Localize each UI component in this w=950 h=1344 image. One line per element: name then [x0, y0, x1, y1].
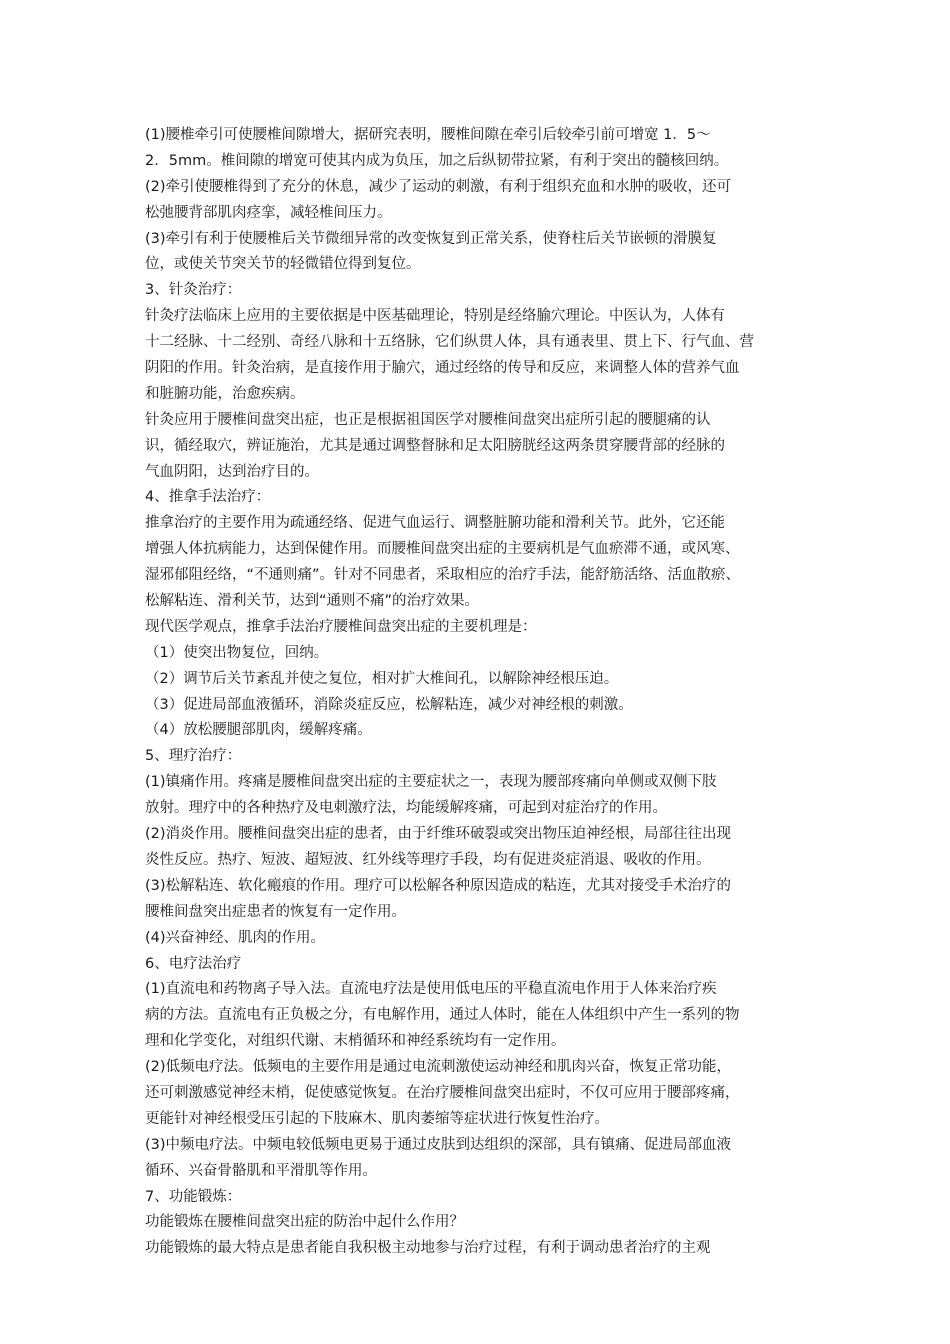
text-line: 针灸疗法临床上应用的主要依据是中医基础理论，特别是经络腧穴理论。中医认为，人体有	[145, 308, 725, 325]
text-line: 3、针灸治疗：	[145, 282, 242, 299]
text-line: 腰椎间盘突出症患者的恢复有一定作用。	[145, 903, 406, 920]
text-line: 5、理疗治疗：	[145, 748, 242, 765]
text-line: 病的方法。直流电有正负极之分，有电解作用，通过人体时，能在人体组织中产生一系列的物	[145, 1007, 740, 1024]
text-line: 识，循经取穴，辨证施治，尤其是通过调整督脉和足太阳膀胱经这两条贯穿腰背部的经脉的	[145, 437, 725, 454]
text-line: （1）使突出物复位，回纳。	[145, 644, 329, 661]
text-line: (1)直流电和药物离子导入法。直流电疗法是使用低电压的平稳直流电作用于人体来治疗疾	[145, 981, 717, 998]
document-body	[145, 123, 809, 1262]
text-line: (2)消炎作用。腰椎间盘突出症的患者，由于纤维环破裂或突出物压迫神经根，局部往往出现	[145, 826, 732, 843]
text-line: 气血阴阳，达到治疗目的。	[145, 463, 319, 480]
text-line: 推拿治疗的主要作用为疏通经络、促进气血运行、调整脏腑功能和滑利关节。此外，它还能	[145, 515, 725, 532]
text-line: (3)中频电疗法。中频电较低频电更易于通过皮肤到达组织的深部，具有镇痛、促进局部血液	[145, 1136, 732, 1153]
text-line: 功能锻炼的最大特点是患者能自我积极主动地参与治疗过程，有利于调动患者治疗的主观	[145, 1240, 711, 1257]
text-line: （2）调节后关节紊乱并使之复位，相对扩大椎间孔，以解除神经根压迫。	[145, 670, 619, 687]
text-line: 2．5mm。椎间隙的增宽可使其内成为负压，加之后纵韧带拉紧，有利于突出的髓核回纳。	[145, 152, 729, 169]
text-line: (4)兴奋神经、肌肉的作用。	[145, 929, 326, 946]
text-line: 松弛腰背部肌肉痉挛，减轻椎间压力。	[145, 204, 392, 221]
text-line: 循环、兴奋骨骼肌和平滑肌等作用。	[145, 1162, 377, 1179]
text-line: 理和化学变化，对组织代谢、末梢循环和神经系统均有一定作用。	[145, 1033, 566, 1050]
text-line: (3)牵引有利于使腰椎后关节微细异常的改变恢复到正常关系，使脊柱后关节嵌顿的滑膜复	[145, 230, 717, 247]
text-line: 功能锻炼在腰椎间盘突出症的防治中起什么作用？	[145, 1214, 464, 1231]
text-line: 阴阳的作用。针灸治病，是直接作用于腧穴，通过经络的传导和反应，来调整人体的营养气血	[145, 360, 740, 377]
text-line: 松解粘连、滑利关节，达到“通则不痛”的治疗效果。	[145, 593, 480, 610]
text-line: 增强人体抗病能力，达到保健作用。而腰椎间盘突出症的主要病机是气血瘀滞不通，或风寒、	[145, 541, 740, 558]
text-line: （4）放松腰腿部肌肉，缓解疼痛。	[145, 722, 372, 739]
text-line: (2)低频电疗法。低频电的主要作用是通过电流刺激使运动神经和肌肉兴奋，恢复正常功能，	[145, 1059, 732, 1076]
text-line: 更能针对神经根受压引起的下肢麻木、肌肉萎缩等症状进行恢复性治疗。	[145, 1110, 609, 1127]
text-line: （3）促进局部血液循环，消除炎症反应，松解粘连，减少对神经根的刺激。	[145, 696, 633, 713]
text-line: 十二经脉、十二经别、奇经八脉和十五络脉，它们纵贯人体，具有通表里、贯上下、行气血、营	[145, 334, 754, 351]
text-line: 湿邪郁阻经络，“不通则痛”。针对不同患者，采取相应的治疗手法，能舒筋活络、活血散瘀、	[145, 567, 741, 584]
text-line: 7、功能锻炼：	[145, 1188, 242, 1205]
text-line: (3)松解粘连、软化瘢痕的作用。理疗可以松解各种原因造成的粘连，尤其对接受手术治疗的	[145, 877, 732, 894]
text-line: 针灸应用于腰椎间盘突出症，也正是根据祖国医学对腰椎间盘突出症所引起的腰腿痛的认	[145, 411, 711, 428]
text-line: 还可刺激感觉神经末梢，促使感觉恢复。在治疗腰椎间盘突出症时，不仅可应用于腰部疼痛，	[145, 1084, 740, 1101]
text-line: 6、电疗法治疗	[145, 955, 242, 972]
text-line: (1)镇痛作用。疼痛是腰椎间盘突出症的主要症状之一，表现为腰部疼痛向单侧或双侧下肢	[145, 774, 717, 791]
text-line: 炎性反应。热疗、短波、超短波、红外线等理疗手段，均有促进炎症消退、吸收的作用。	[145, 851, 711, 868]
text-line: 和脏腑功能，治愈疾病。	[145, 385, 305, 402]
text-line: (2)牵引使腰椎得到了充分的休息，减少了运动的刺激，有利于组织充血和水肿的吸收，还可	[145, 178, 732, 195]
text-line: (1)腰椎牵引可使腰椎间隙增大，据研究表明，腰椎间隙在牵引后较牵引前可增宽 1．5～	[145, 127, 711, 143]
text-line: 放射。理疗中的各种热疗及电刺激疗法，均能缓解疼痛，可起到对症治疗的作用。	[145, 800, 667, 817]
text-line: 位，或使关节突关节的轻微错位得到复位。	[145, 256, 421, 273]
text-line: 4、推拿手法治疗：	[145, 489, 271, 506]
text-line: 现代医学观点，推拿手法治疗腰椎间盘突出症的主要机理是：	[145, 618, 537, 635]
